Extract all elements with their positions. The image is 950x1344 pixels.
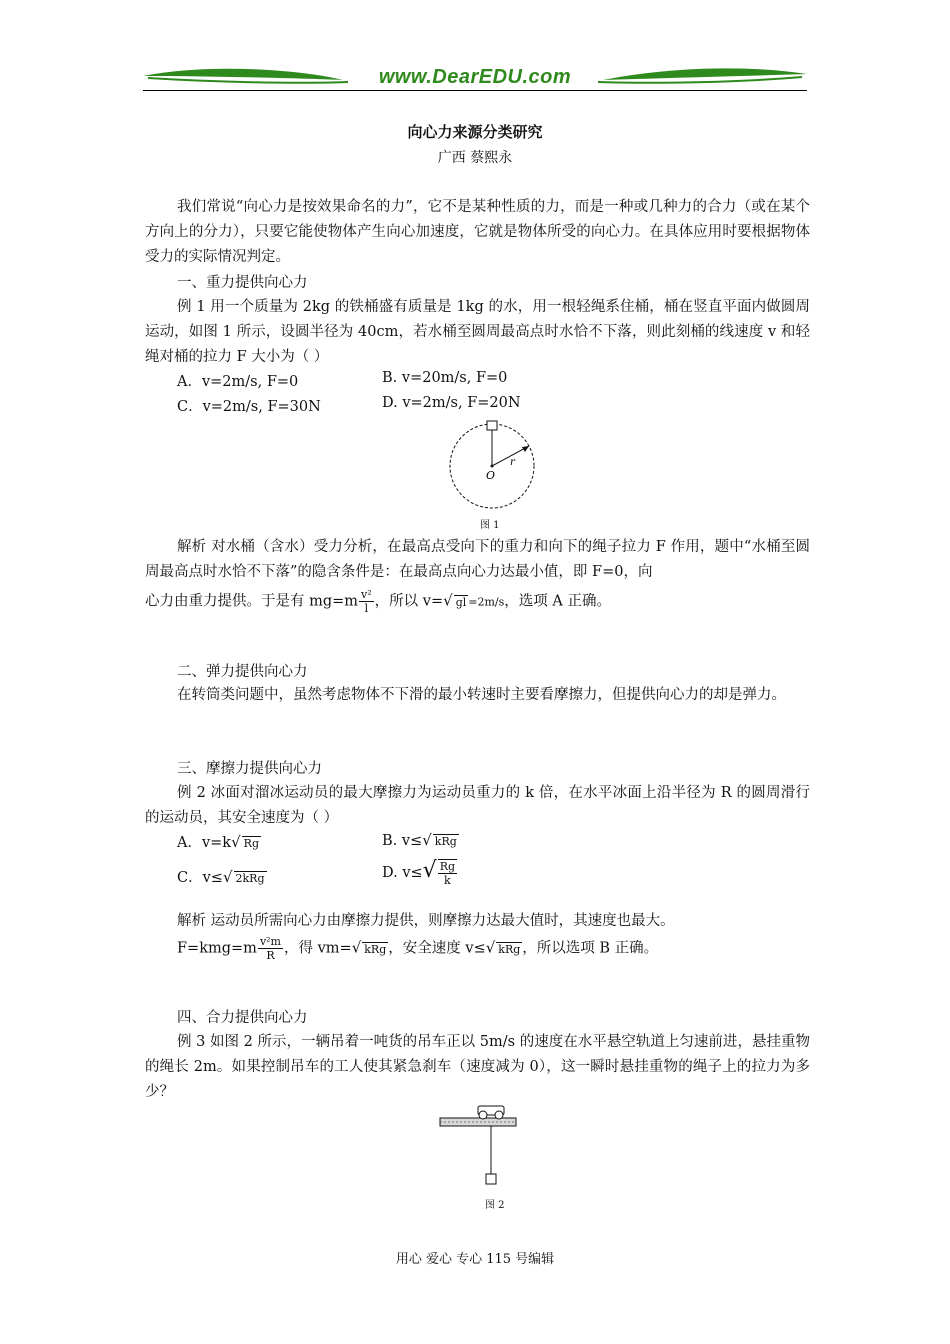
formula-text: ，所以选项 B 正确。 — [522, 940, 659, 957]
fraction — [359, 588, 374, 615]
figure-1-caption: 图 1 — [480, 520, 500, 531]
sqrt-icon: √ — [422, 831, 432, 849]
ex2-option-d: D. v≤√ $\frac{Rg}{k}$ — [382, 858, 456, 887]
site-header — [143, 62, 807, 94]
ex1-analysis-formula — [145, 588, 611, 615]
figure-2-crane — [438, 1100, 518, 1190]
formula-text: ，得 vm= — [284, 940, 352, 957]
fraction — [258, 935, 283, 962]
page-title: 向心力来源分类研究 — [407, 123, 543, 141]
radicand: kRg — [364, 942, 387, 956]
radicand: gl — [455, 595, 467, 609]
ex2-analysis-formula — [177, 935, 658, 962]
fig1-radius-label: r — [510, 457, 515, 468]
ex1-option-a: A．v=2m/s, F=0 — [177, 374, 299, 390]
formula-text: ，安全速度 v≤ — [388, 940, 486, 957]
ex1-option-d: D. v=2m/s, F=20N — [382, 395, 521, 411]
sqrt-icon: √ — [485, 938, 496, 957]
section-1-heading: 一、重力提供向心力 — [177, 275, 308, 291]
intro-paragraph: 我们常说“向心力是按效果命名的力”，它不是某种性质的力，而是一种或几种力的合力（或在某个方向上的分力），只要它能使物体产生向心加速度，它就是物体所受的向心力。在具体应用时要根据物体受力的实际情况判定。 — [145, 199, 810, 265]
sqrt-icon: √ — [222, 868, 233, 886]
sqrt-icon: √ — [422, 858, 437, 883]
ex2-option-b: B. v≤√ kRg — [382, 831, 457, 849]
sqrt-icon: √ — [443, 591, 453, 610]
sqrt-icon: √ — [231, 833, 241, 851]
ex2-option-a: A．v=k√ Rg — [177, 833, 259, 851]
fig1-center-label: O — [486, 469, 496, 482]
ex1-analysis: 解析 对水桶（含水）受力分析，在最高点受向下的重力和向下的绳子拉力 F 作用，题中“水桶至圆周最高点时水恰不下落”的隐含条件是：在最高点向心力达最小值，即 F=0，向 — [145, 539, 810, 580]
page-footer: 用心 爱心 专心 115 号编辑 — [395, 1252, 555, 1267]
example-3: 例 3 如图 2 所示，一辆吊着一吨货的吊车正以 5m/s 的速度在水平悬空轨道上匀速前进，悬挂重物的绳长 2m。如果控制吊车的工人使其紧急刹车（速度减为 0），这一瞬时悬挂重物的绳子上的拉力为多少？ — [145, 1034, 810, 1100]
formula-text: ，所以 v= — [374, 593, 444, 610]
formula-text: 心力由重力提供。于是有 mg=m — [145, 593, 359, 610]
denominator: R — [266, 949, 275, 962]
radicand: kRg — [498, 942, 521, 956]
formula-text: ，选项 A 正确。 — [504, 593, 611, 610]
section-3-heading: 三、摩擦力提供向心力 — [177, 761, 322, 777]
formula-result: =2m/s — [468, 595, 505, 609]
figure-2-caption: 图 2 — [485, 1200, 505, 1211]
denominator: l — [364, 602, 369, 615]
section-2-body: 在转筒类问题中，虽然考虑物体不下滑的最小转速时主要看摩擦力，但提供向心力的却是弹力。 — [177, 687, 786, 703]
header-rule — [143, 90, 807, 91]
example-2: 例 2 冰面对溜冰运动员的最大摩擦力为运动员重力的 k 倍，在水平冰面上沿半径为 R 的圆周滑行的运动员，其安全速度为（ ） — [145, 785, 810, 826]
site-url: www.DearEDU.com — [378, 66, 572, 88]
ex1-option-c: C．v=2m/s, F=30N — [177, 399, 321, 415]
section-4-heading: 四、合力提供向心力 — [177, 1010, 308, 1026]
ex2-analysis: 解析 运动员所需向心力由摩擦力提供，则摩擦力达最大值时，其速度也最大。 — [177, 913, 675, 929]
numerator: v²m — [259, 935, 281, 948]
figure-1-circle — [440, 418, 545, 513]
sqrt-icon: √ — [351, 938, 362, 957]
ex2-option-c: C．v≤√ 2kRg — [177, 868, 265, 886]
section-2-heading: 二、弹力提供向心力 — [177, 664, 308, 680]
ex1-option-b: B. v=20m/s, F=0 — [382, 370, 508, 386]
example-1: 例 1 用一个质量为 2kg 的铁桶盛有质量是 1kg 的水，用一根轻绳系住桶，桶在竖直平面内做圆周运动，如图 1 所示，设圆半径为 40cm，若水桶至圆周最高点时水恰不下落，则此刻桶的线速度 v 和轻绳对桶的拉力 F 大小为（ ） — [145, 299, 810, 365]
author: 广西 蔡熙永 — [437, 150, 513, 166]
formula-text: F=kmg=m — [177, 940, 257, 957]
numerator: v² — [361, 588, 372, 601]
fraction: $\frac{Rg}{k}$ — [439, 860, 456, 887]
